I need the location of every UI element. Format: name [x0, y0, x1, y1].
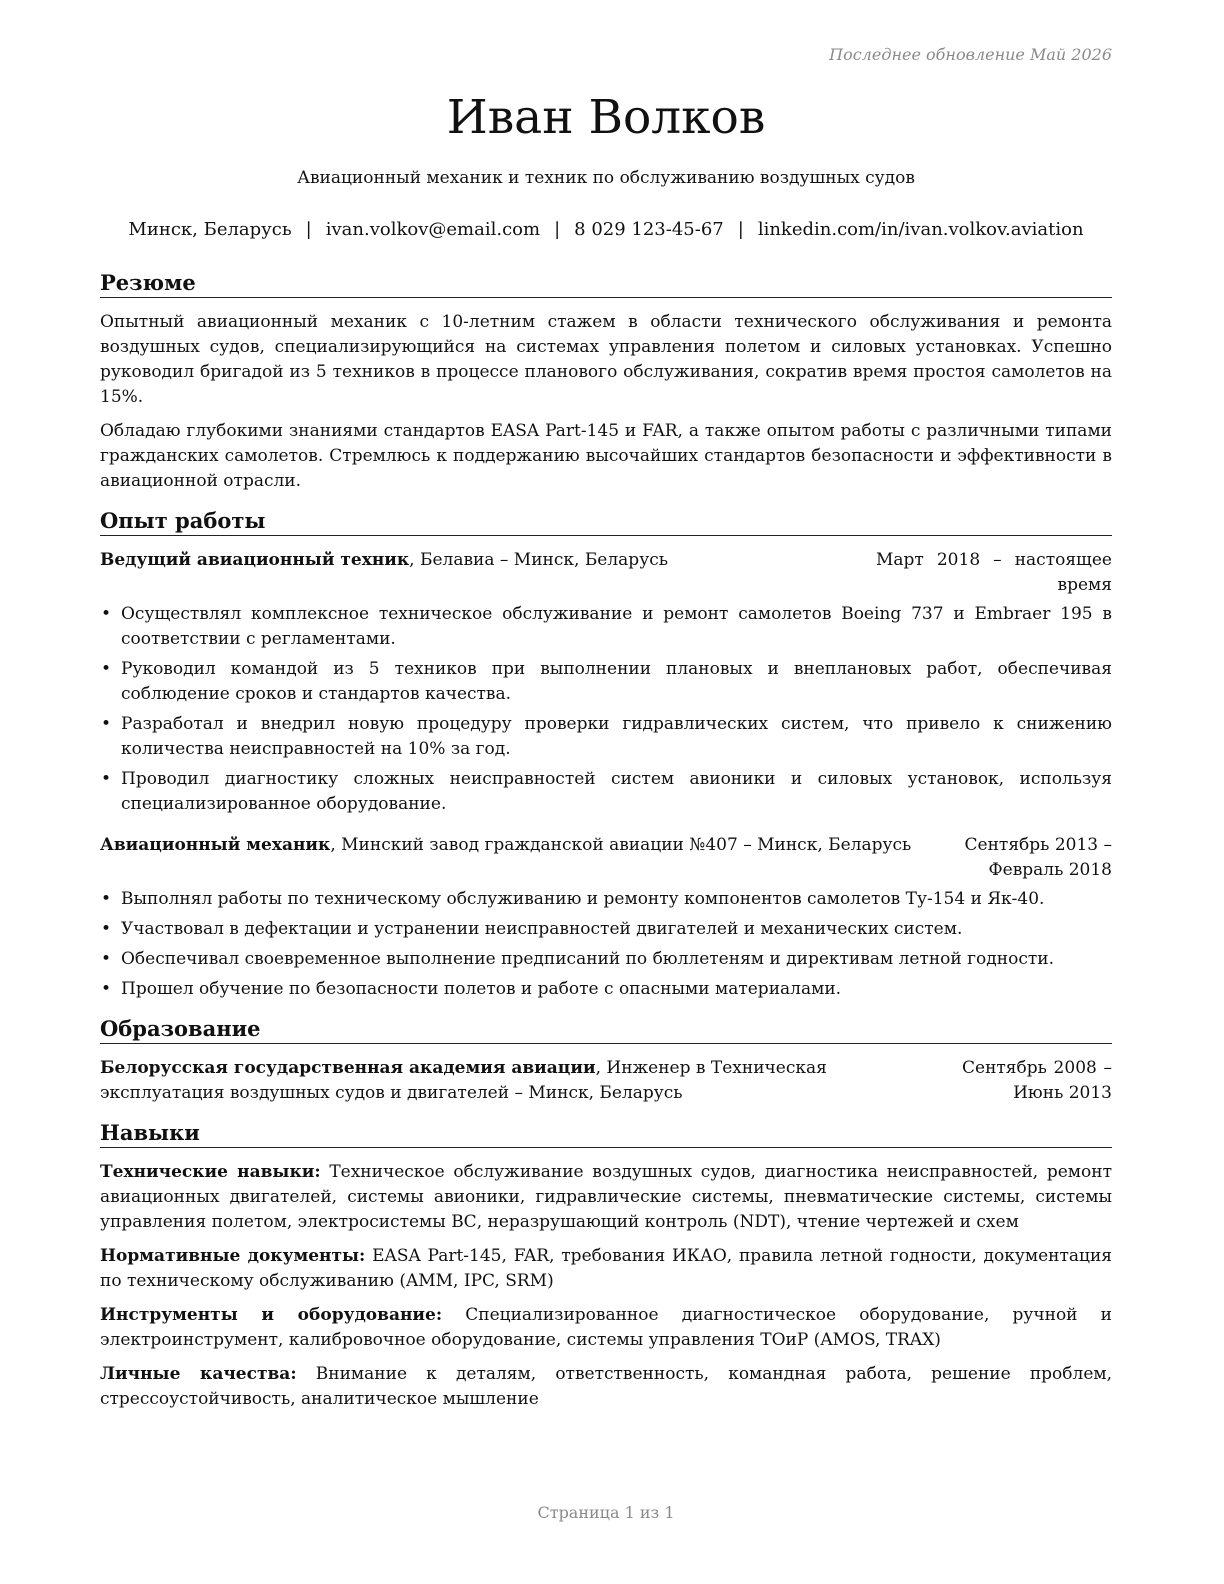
list-item	[100, 767, 1112, 817]
job-employer: , Минский завод гражданской авиации №407 – Минск, Беларусь	[330, 835, 912, 855]
skills-heading: Навыки	[100, 1118, 1112, 1148]
bullet-icon: •	[101, 889, 112, 909]
bullet-text: Проводил диагностику сложных неисправностей систем авионики и силовых установок, используя специализированное оборудование.	[121, 769, 1112, 814]
last-updated-note: Последнее обновление Май 2026	[829, 45, 1112, 64]
bullet-icon: •	[101, 714, 112, 734]
summary-paragraph: Опытный авиационный механик с 10-летним стажем в области технического обслуживания и ремонта воздушных судов, специализирующийся на системах управления полетом и силовых установках. Успешно руководил бригадой из 5 техников в процессе планового обслуживания, сократив время простоя самолетов на 15%.	[100, 312, 1112, 407]
education-institution: Белорусская государственная академия авиации	[100, 1058, 596, 1078]
page-number: Страница 1 из 1	[537, 1503, 675, 1522]
candidate-title: Авиационный механик и техник по обслуживанию воздушных судов	[297, 168, 915, 188]
skills-label: Инструменты и оборудование:	[100, 1305, 443, 1325]
skills-text: Специализированное диагностическое оборудование, ручной и электроинструмент, калибровочное оборудование, системы управления ТОиР (AMOS, TRAX)	[100, 1305, 1112, 1350]
skills-item	[100, 1362, 1112, 1412]
education-title-line	[100, 1056, 962, 1106]
bullet-icon: •	[101, 659, 112, 679]
skills-text: Техническое обслуживание воздушных судов, диагностика неисправностей, ремонт авиационных двигателей, системы авионики, гидравлические системы, пневматические системы, системы управления полетом, электросистемы ВС, неразрушающий контроль (NDT), чтение чертежей и схем	[100, 1162, 1112, 1232]
bullet-text: Разработал и внедрил новую процедуру проверки гидравлических систем, что привело к снижению количества неисправностей на 10% за год.	[121, 714, 1112, 759]
job-position: Ведущий авиационный техник	[100, 550, 410, 570]
bullet-text: Руководил командой из 5 техников при выполнении плановых и внеплановых работ, обеспечивая соблюдение сроков и стандартов качества.	[121, 659, 1112, 704]
job-header	[100, 548, 1112, 598]
job-dates: Март 2018 – настоящее время	[876, 550, 1112, 595]
bullet-icon: •	[101, 919, 112, 939]
education-dates: Сентябрь 2008 – Июнь 2013	[962, 1058, 1112, 1103]
resume-page	[100, 0, 1112, 1584]
contact-separator: |	[737, 219, 744, 240]
job-employer: , Белавиа – Минск, Беларусь	[409, 550, 668, 570]
skills-section	[100, 1118, 1112, 1412]
list-item	[100, 712, 1112, 762]
skills-item	[100, 1303, 1112, 1353]
bullet-text: Выполнял работы по техническому обслуживанию и ремонту компонентов самолетов Ту-154 и Як-40.	[121, 889, 1045, 909]
contact-separator: |	[305, 219, 312, 240]
contact-email-link[interactable]: ivan.volkov@email.com	[325, 219, 541, 240]
contact-linkedin-link[interactable]: linkedin.com/in/ivan.volkov.aviation	[757, 219, 1084, 240]
summary-heading: Резюме	[100, 268, 1112, 298]
skills-label: Нормативные документы:	[100, 1246, 366, 1266]
list-item	[100, 917, 1112, 942]
job-dates: Сентябрь 2013 – Февраль 2018	[964, 835, 1112, 880]
skills-text: EASA Part-145, FAR, требования ИКАО, правила летной годности, документация по техническому обслуживанию (AMM, IPC, SRM)	[100, 1246, 1112, 1291]
list-item	[100, 657, 1112, 707]
experience-heading: Опыт работы	[100, 506, 1112, 536]
list-item	[100, 977, 1112, 1002]
education-heading: Образование	[100, 1014, 1112, 1044]
bullet-text: Обеспечивал своевременное выполнение предписаний по бюллетеням и директивам летной годности.	[121, 949, 1054, 969]
summary-section	[100, 268, 1112, 494]
experience-section	[100, 506, 1112, 1002]
bullet-icon: •	[101, 769, 112, 789]
list-item	[100, 602, 1112, 652]
candidate-name: Иван Волков	[446, 90, 766, 145]
skills-item	[100, 1160, 1112, 1235]
bullet-text: Осуществлял комплексное техническое обслуживание и ремонт самолетов Boeing 737 и Embraer 195 в соответствии с регламентами.	[121, 604, 1112, 649]
contact-separator: |	[554, 219, 561, 240]
contact-location: Минск, Беларусь	[128, 219, 292, 240]
job-entry	[100, 833, 1112, 1002]
job-entry	[100, 548, 1112, 817]
bullet-icon: •	[101, 949, 112, 969]
education-degree: , Инженер в Техническая эксплуатация воздушных судов и двигателей – Минск, Беларусь	[100, 1058, 827, 1103]
list-item	[100, 947, 1112, 972]
contact-phone: 8 029 123-45-67	[574, 219, 724, 240]
education-entry	[100, 1056, 1112, 1106]
job-title-line	[100, 548, 876, 573]
job-bullet-list	[100, 887, 1112, 1002]
list-item	[100, 887, 1112, 912]
education-section	[100, 1014, 1112, 1106]
skills-text: Внимание к деталям, ответственность, командная работа, решение проблем, стрессоустойчивость, аналитическое мышление	[100, 1364, 1113, 1409]
skills-label: Личные качества:	[100, 1364, 297, 1384]
bullet-icon: •	[101, 979, 112, 999]
contact-line	[100, 219, 1112, 240]
skills-item	[100, 1244, 1112, 1294]
job-bullet-list	[100, 602, 1112, 817]
bullet-icon: •	[101, 604, 112, 624]
skills-label: Технические навыки:	[100, 1162, 321, 1182]
job-title-line	[100, 833, 940, 858]
bullet-text: Прошел обучение по безопасности полетов и работе с опасными материалами.	[121, 979, 842, 999]
resume-content	[100, 268, 1112, 1424]
job-header	[100, 833, 1112, 883]
job-position: Авиационный механик	[100, 835, 331, 855]
bullet-text: Участвовал в дефектации и устранении неисправностей двигателей и механических систем.	[121, 919, 963, 939]
summary-paragraph: Обладаю глубокими знаниями стандартов EASA Part-145 и FAR, а также опытом работы с различными типами гражданских самолетов. Стремлюсь к поддержанию высочайших стандартов безопасности и эффективности в авиационной отрасли.	[100, 421, 1112, 491]
